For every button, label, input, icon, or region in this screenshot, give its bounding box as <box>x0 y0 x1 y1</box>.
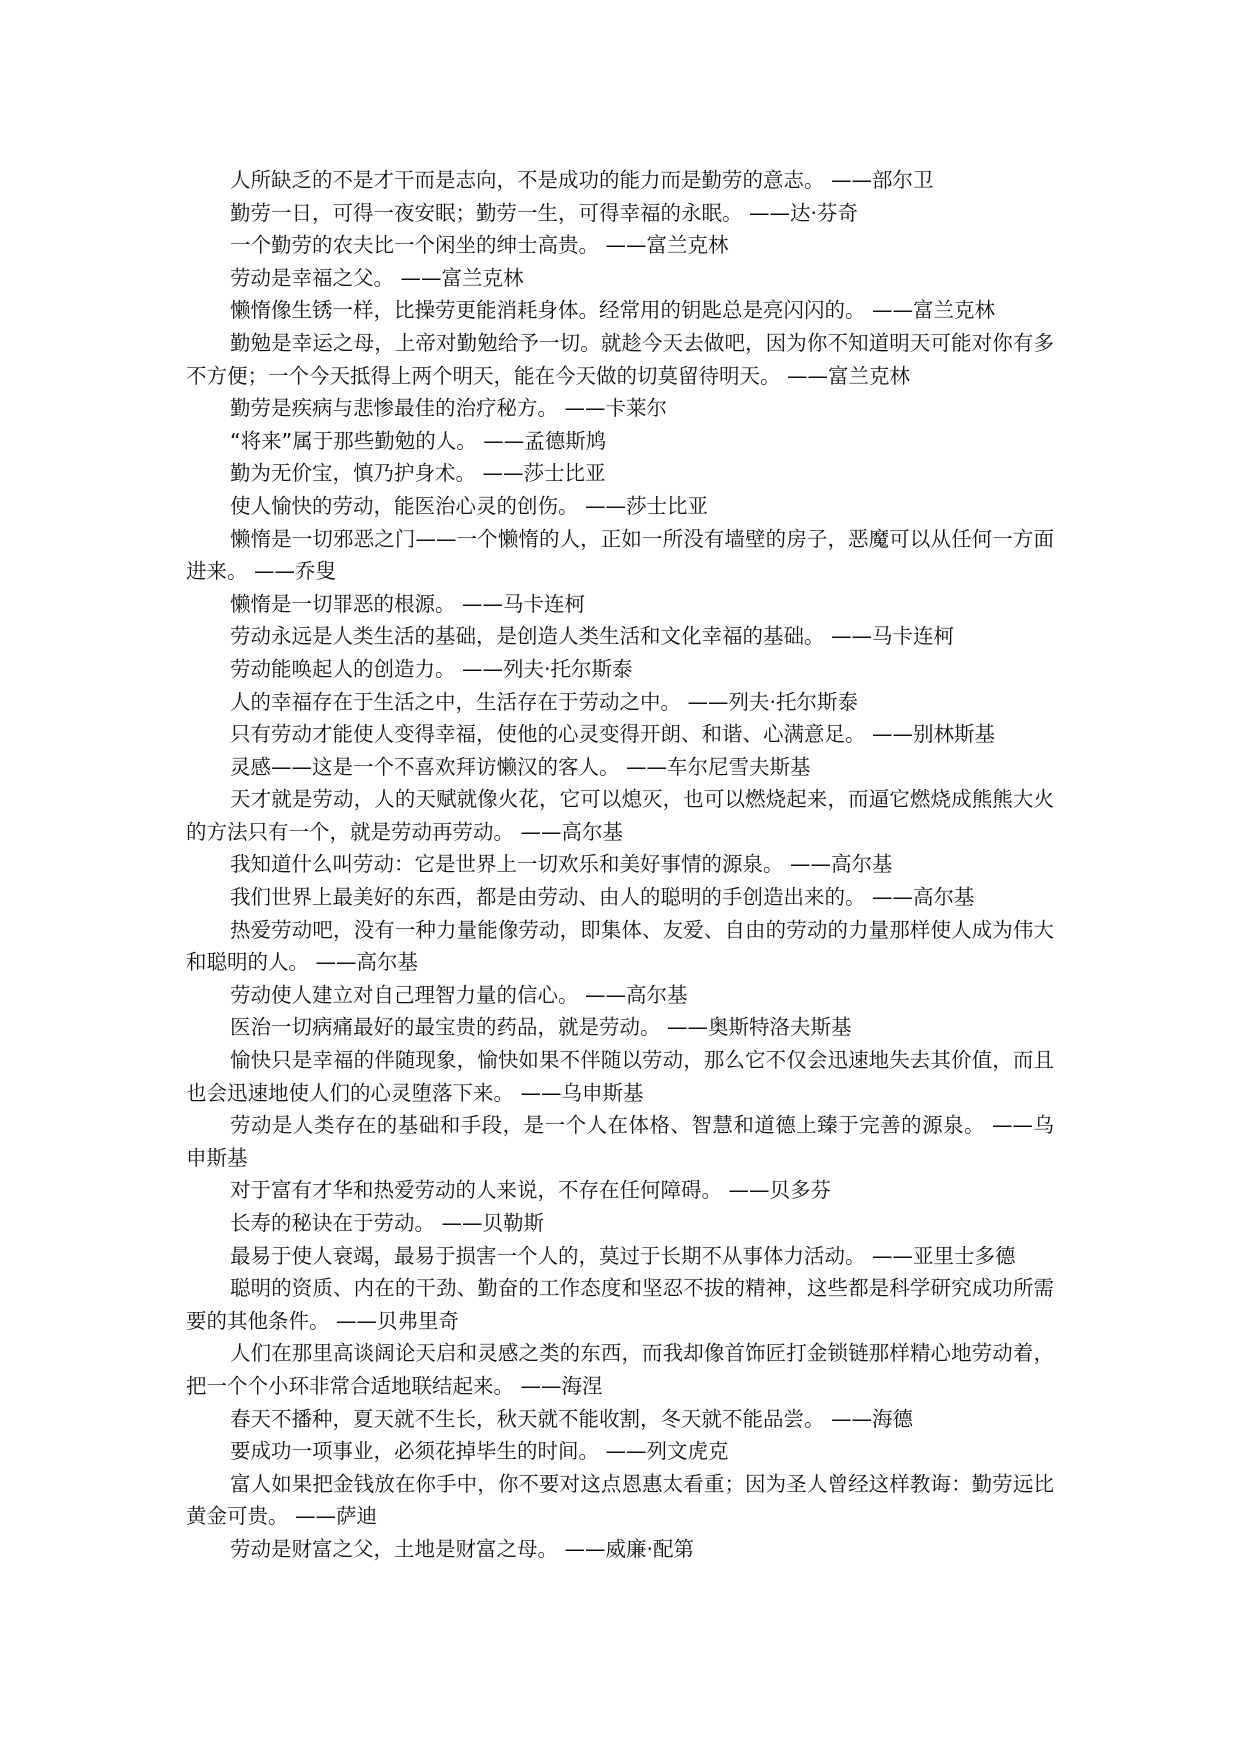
quote-paragraph: 医治一切病痛最好的最宝贵的药品，就是劳动。 ——奥斯特洛夫斯基 <box>230 1015 852 1040</box>
quote-paragraph: 只有劳动才能使人变得幸福，使他的心灵变得开朗、和谐、心满意足。 ——别林斯基 <box>230 722 996 747</box>
quote-paragraph: 劳动是幸福之父。 ——富兰克林 <box>230 265 524 290</box>
document-page <box>186 164 1054 1566</box>
quote-paragraph: 懒惰是一切邪恶之门——一个懒惰的人，正如一所没有墙壁的房子，恶魔可以从任何一方面进来。 ——乔叟 <box>186 526 1054 584</box>
quote-paragraph: 春天不播种，夏天就不生长，秋天就不能收割，冬天就不能品尝。 ——海德 <box>230 1406 914 1431</box>
quote-paragraph: 一个勤劳的农夫比一个闲坐的绅士高贵。 ——富兰克林 <box>230 233 729 258</box>
quote-paragraph: 富人如果把金钱放在你手中，你不要对这点恩惠太看重；因为圣人曾经这样教诲：勤劳远比黄金可贵。 ——萨迪 <box>186 1471 1054 1529</box>
quote-paragraph: 懒惰像生锈一样，比操劳更能消耗身体。经常用的钥匙总是亮闪闪的。 ——富兰克林 <box>230 298 996 323</box>
quote-paragraph: 灵感——这是一个不喜欢拜访懒汉的客人。 ——车尔尼雪夫斯基 <box>230 754 811 779</box>
quote-paragraph: 勤为无价宝，慎乃护身术。 ——莎士比亚 <box>230 461 606 486</box>
quote-paragraph: 我知道什么叫劳动：它是世界上一切欢乐和美好事情的源泉。 ——高尔基 <box>230 852 893 877</box>
quote-paragraph: 人的幸福存在于生活之中，生活存在于劳动之中。 ——列夫·托尔斯泰 <box>230 689 859 714</box>
quote-paragraph: 人所缺乏的不是才干而是志向，不是成功的能力而是勤劳的意志。 ——部尔卫 <box>230 168 934 192</box>
quote-paragraph: 愉快只是幸福的伴随现象，愉快如果不伴随以劳动，那么它不仅会迅速地失去其价值，而且也会迅速地使人们的心灵堕落下来。 ——乌申斯基 <box>186 1048 1054 1105</box>
quote-paragraph: 要成功一项事业，必须花掉毕生的时间。 ——列文虎克 <box>230 1439 729 1464</box>
quote-paragraph: 懒惰是一切罪恶的根源。 ——马卡连柯 <box>230 591 586 616</box>
quote-paragraph: 劳动能唤起人的创造力。 ——列夫·托尔斯泰 <box>230 656 633 681</box>
quote-paragraph: 对于富有才华和热爱劳动的人来说，不存在任何障碍。 ——贝多芬 <box>230 1178 832 1203</box>
quote-paragraph: 人们在那里高谈阔论天启和灵感之类的东西，而我却像首饰匠打金锁链那样精心地劳动着，把一个个小环非常合适地联结起来。 ——海涅 <box>186 1341 1054 1398</box>
quote-paragraph: 劳动是人类存在的基础和手段，是一个人在体格、智慧和道德上臻于完善的源泉。 ——乌申斯基 <box>186 1113 1054 1170</box>
quote-paragraph: 勤勉是幸运之母，上帝对勤勉给予一切。就趁今天去做吧，因为你不知道明天可能对你有多不方便；一个今天抵得上两个明天，能在今天做的切莫留待明天。 ——富兰克林 <box>186 330 1054 388</box>
quote-paragraph: 劳动永远是人类生活的基础，是创造人类生活和文化幸福的基础。 ——马卡连柯 <box>230 624 955 649</box>
quote-paragraph: 劳动使人建立对自己理智力量的信心。 ——高尔基 <box>230 982 688 1007</box>
quote-paragraph: 使人愉快的劳动，能医治心灵的创伤。 ——莎士比亚 <box>230 493 709 518</box>
quote-paragraph: 热爱劳动吧，没有一种力量能像劳动，即集体、友爱、自由的劳动的力量那样使人成为伟大和聪明的人。 ——高尔基 <box>186 917 1054 975</box>
quote-paragraph: 天才就是劳动，人的天赋就像火花，它可以熄灭，也可以燃烧起来，而逼它燃烧成熊熊大火的方法只有一个，就是劳动再劳动。 ——高尔基 <box>186 787 1054 844</box>
quote-paragraph: 勤劳是疾病与悲惨最佳的治疗秘方。 ——卡莱尔 <box>230 396 668 421</box>
quote-paragraph: 聪明的资质、内在的干劲、勤奋的工作态度和坚忍不拔的精神，这些都是科学研究成功所需要的其他条件。 ——贝弗里奇 <box>186 1276 1054 1333</box>
quote-paragraph: 长寿的秘诀在于劳动。 ——贝勒斯 <box>230 1211 545 1235</box>
quote-paragraph: 勤劳一日，可得一夜安眠；勤劳一生，可得幸福的永眠。 ——达·芬奇 <box>230 200 859 225</box>
quote-paragraph: 最易于使人衰竭，最易于损害一个人的，莫过于长期不从事体力活动。 ——亚里士多德 <box>230 1243 1016 1268</box>
quote-paragraph: 劳动是财富之父，土地是财富之母。 ——威廉·配第 <box>230 1536 695 1561</box>
quote-paragraph: “将来”属于那些勤勉的人。 ——孟德斯鸠 <box>230 428 607 453</box>
quote-paragraph: 我们世界上最美好的东西，都是由劳动、由人的聪明的手创造出来的。 ——高尔基 <box>230 885 975 910</box>
